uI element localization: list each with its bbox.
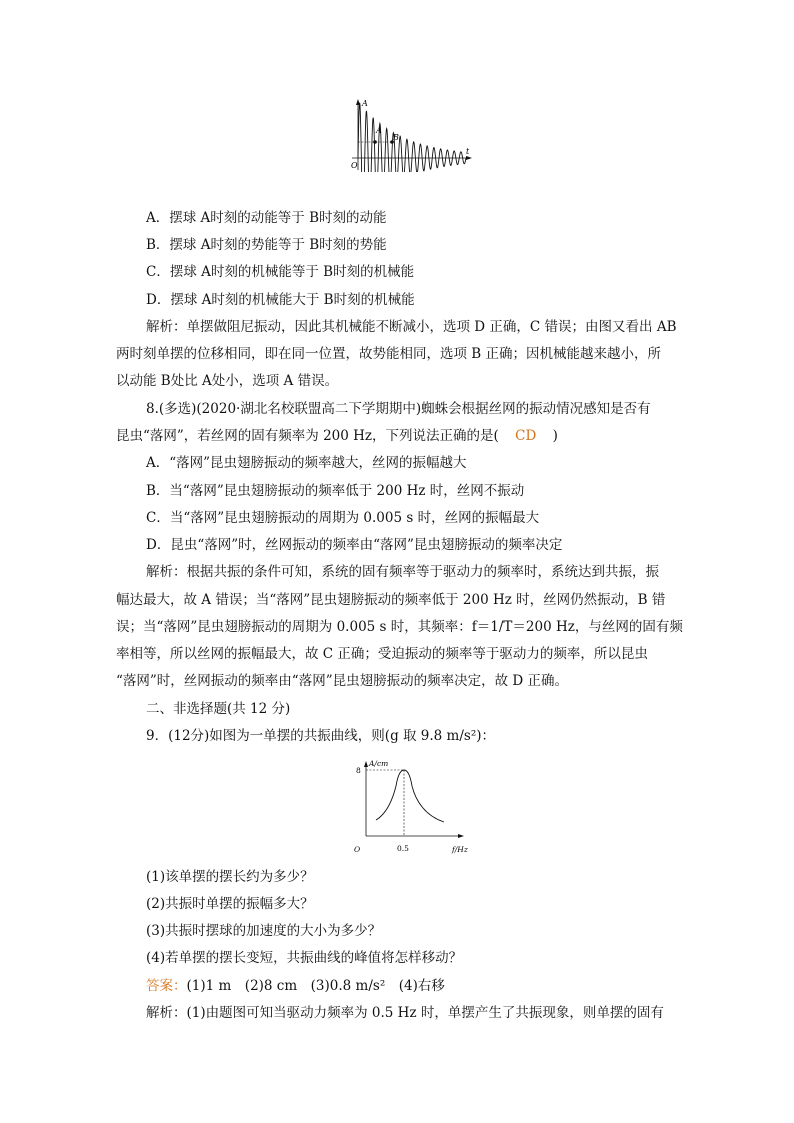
q9-subquestion: (2)共振时单摆的振幅多大？	[146, 896, 314, 912]
y-axis-label: A/cm	[369, 759, 389, 768]
q8-analysis-line: 率相等，所以丝网的振幅最大，故 C 正确；受迫振动的频率等于驱动力的频率，所以昆虫	[116, 646, 648, 662]
q8-stem-text: 昆虫“落网”，若丝网的固有频率为 200 Hz，下列说法正确的是(	[116, 428, 499, 444]
q8-analysis-line: “落网”时，丝网振动的频率由“落网”昆虫翅膀振动的频率决定，故 D 正确。	[116, 673, 569, 689]
resonance-curve-figure	[352, 758, 474, 854]
x-axis-arrow	[466, 156, 472, 160]
answer-label: 答案：	[146, 978, 187, 994]
origin-label: O	[354, 845, 361, 854]
x-axis-arrow	[458, 834, 464, 838]
q8-answer: CD	[515, 428, 537, 444]
answer-text: (1)1 m (2)8 cm (3)0.8 m/s² (4)右移	[186, 978, 445, 994]
q7-option-b: B．摆球 A时刻的势能等于 B时刻的势能	[146, 237, 387, 253]
q7-analysis-line: 以动能 B处比 A处小，选项 A 错误。	[116, 373, 339, 389]
origin-label: O	[351, 161, 358, 170]
q8-option-b: B．当“落网”昆虫翅膀振动的频率低于 200 Hz 时，丝网不振动	[146, 483, 525, 499]
q8-analysis-line: 幅达最大，故 A 错误；当“落网”昆虫翅膀振动的频率低于 200 Hz 时，丝网仍然振动，B 错	[116, 592, 666, 608]
q8-option-d: D．昆虫“落网”时，丝网振动的频率由“落网”昆虫翅膀振动的频率决定	[146, 537, 563, 553]
q8-stem-close: )	[552, 428, 558, 444]
point-a-label: A	[376, 126, 382, 135]
section-title: 二、非选择题(共 12 分)	[146, 701, 291, 717]
q7-analysis-line: 解析：单摆做阻尼振动，因此其机械能不断减小，选项 D 正确，C 错误；由图又看出 AB	[146, 319, 677, 335]
q7-option-c: C．摆球 A时刻的机械能等于 B时刻的机械能	[146, 264, 415, 280]
damped-oscillation-figure	[348, 96, 474, 172]
q9-stem: 9．(12分)如图为一单摆的共振曲线，则(g 取 9.8 m/s²)：	[146, 728, 496, 744]
q8-analysis-line: 解析：根据共振的条件可知，系统的固有频率等于驱动力的频率时，系统达到共振，振	[146, 564, 659, 580]
q9-subquestion: (3)共振时摆球的加速度的大小为多少？	[146, 923, 382, 939]
point-a	[373, 140, 377, 144]
q7-analysis-line: 两时刻单摆的位移相同，即在同一位置，故势能相同，选项 B 正确；因机械能越来越小，所	[116, 346, 662, 362]
q8-stem: 8.(多选)(2020·湖北名校联盟高二下学期期中)蜘蛛会根据丝网的振动情况感知是否有	[146, 401, 651, 417]
q8-analysis-line: 误；当“落网”昆虫翅膀振动的周期为 0.005 s 时，其频率：f＝1/T＝200 Hz，与丝网的固有频	[116, 619, 683, 635]
q8-option-c: C．当“落网”昆虫翅膀振动的周期为 0.005 s 时，丝网的振幅最大	[146, 510, 540, 526]
y-axis-label: A	[362, 99, 368, 108]
q7-option-d: D．摆球 A时刻的机械能大于 B时刻的机械能	[146, 292, 415, 308]
q9-analysis-line: 解析：(1)由题图可知当驱动力频率为 0.5 Hz 时，单摆产生了共振现象，则单摆的固有	[146, 1005, 664, 1021]
q8-option-a: A．“落网”昆虫翅膀振动的频率越大，丝网的振幅越大	[146, 455, 467, 471]
x-axis-label: f/Hz	[452, 845, 468, 854]
q9-answer	[146, 977, 445, 995]
y-axis-arrow	[364, 761, 368, 767]
x-axis-label: t	[466, 147, 470, 156]
q7-option-a: A．摆球 A时刻的动能等于 B时刻的动能	[146, 210, 387, 226]
q8-stem-cont	[116, 427, 558, 445]
point-b-label: B	[393, 133, 399, 142]
y-tick-label: 8	[356, 766, 361, 775]
q9-subquestion: (1)该单摆的摆长约为多少？	[146, 869, 314, 885]
q9-subquestion: (4)若单摆的摆长变短，共振曲线的峰值将怎样移动？	[146, 950, 463, 966]
resonance-curve	[376, 770, 444, 822]
damped-curve	[358, 103, 466, 172]
x-tick-label: 0.5	[397, 844, 409, 853]
